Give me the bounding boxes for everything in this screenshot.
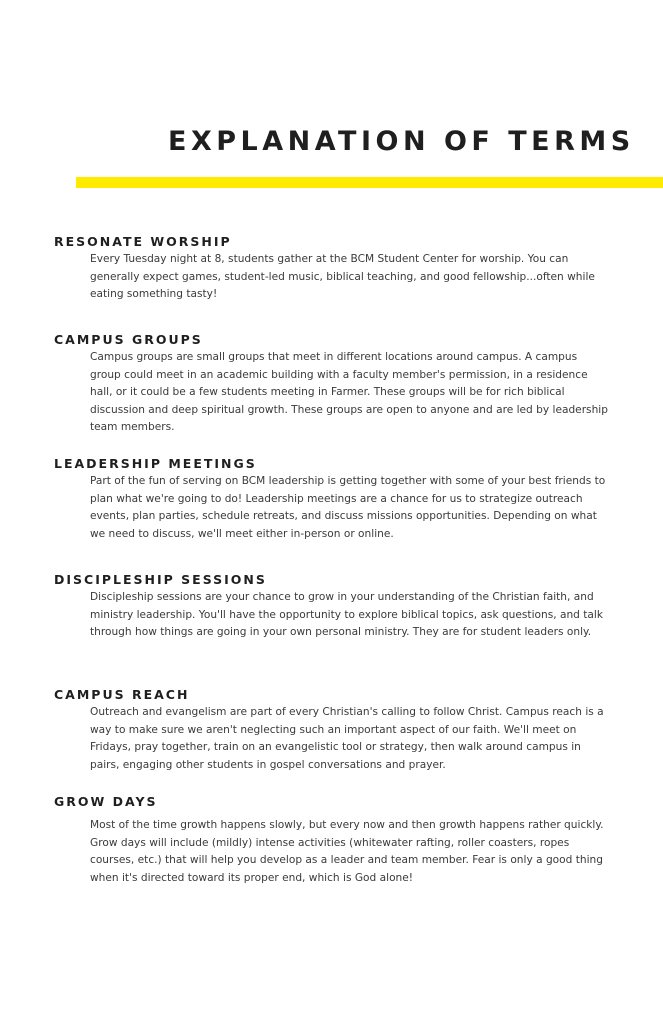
section-campus-groups	[54, 331, 614, 437]
section-discipleship-sessions	[54, 571, 614, 642]
section-body: Campus groups are small groups that meet in different locations around campus. A campus group could meet in an academic building with a faculty member's permission, in a residence hall, or it could be a few students meeting in Farmer. These groups will be for rich biblical discussion and deep spiritual growth. These groups are open to anyone and are led by leadership team members.	[90, 351, 608, 434]
section-body: Part of the fun of serving on BCM leadership is getting together with some of your best friends to plan what we're going to do! Leadership meetings are a chance for us to strategize outreach events, plan parties, schedule retreats, and discuss missions opportunities. Depending on what we need to discuss, we'll meet either in-person or online.	[90, 475, 606, 540]
section-heading: CAMPUS REACH	[54, 687, 190, 702]
section-resonate-worship	[54, 233, 614, 304]
title-accent-bar	[76, 177, 663, 188]
section-heading: GROW DAYS	[54, 794, 158, 809]
section-body: Most of the time growth happens slowly, but every now and then growth happens rather quickly. Grow days will include (mildly) intense activities (whitewater rafting, roller coasters, ropes courses, etc.) that will help you develop as a leader and team member. Fear is only a good thing when it's directed toward its proper end, which is God alone!	[90, 819, 604, 884]
section-leadership-meetings	[54, 455, 614, 543]
section-heading: LEADERSHIP MEETINGS	[54, 456, 257, 471]
section-grow-days	[54, 793, 614, 887]
section-heading: RESONATE WORSHIP	[54, 234, 232, 249]
page-title: EXPLANATION OF TERMS	[168, 126, 635, 157]
section-body: Every Tuesday night at 8, students gather at the BCM Student Center for worship. You can generally expect games, student-led music, biblical teaching, and good fellowship...often while eating something tasty!	[90, 253, 595, 301]
section-body: Discipleship sessions are your chance to grow in your understanding of the Christian faith, and ministry leadership. You'll have the opportunity to explore biblical topics, ask questions, and talk through how things are going in your own personal ministry. They are for student leaders only.	[90, 591, 603, 639]
section-heading: CAMPUS GROUPS	[54, 332, 203, 347]
section-heading: DISCIPLESHIP SESSIONS	[54, 572, 267, 587]
section-campus-reach	[54, 686, 614, 774]
section-body: Outreach and evangelism are part of every Christian's calling to follow Christ. Campus reach is a way to make sure we aren't neglecting such an important aspect of our faith. We'll meet on Fridays, pray together, train on an evangelistic tool or strategy, then walk around campus in pairs, engaging other students in gospel conversations and prayer.	[90, 706, 604, 771]
